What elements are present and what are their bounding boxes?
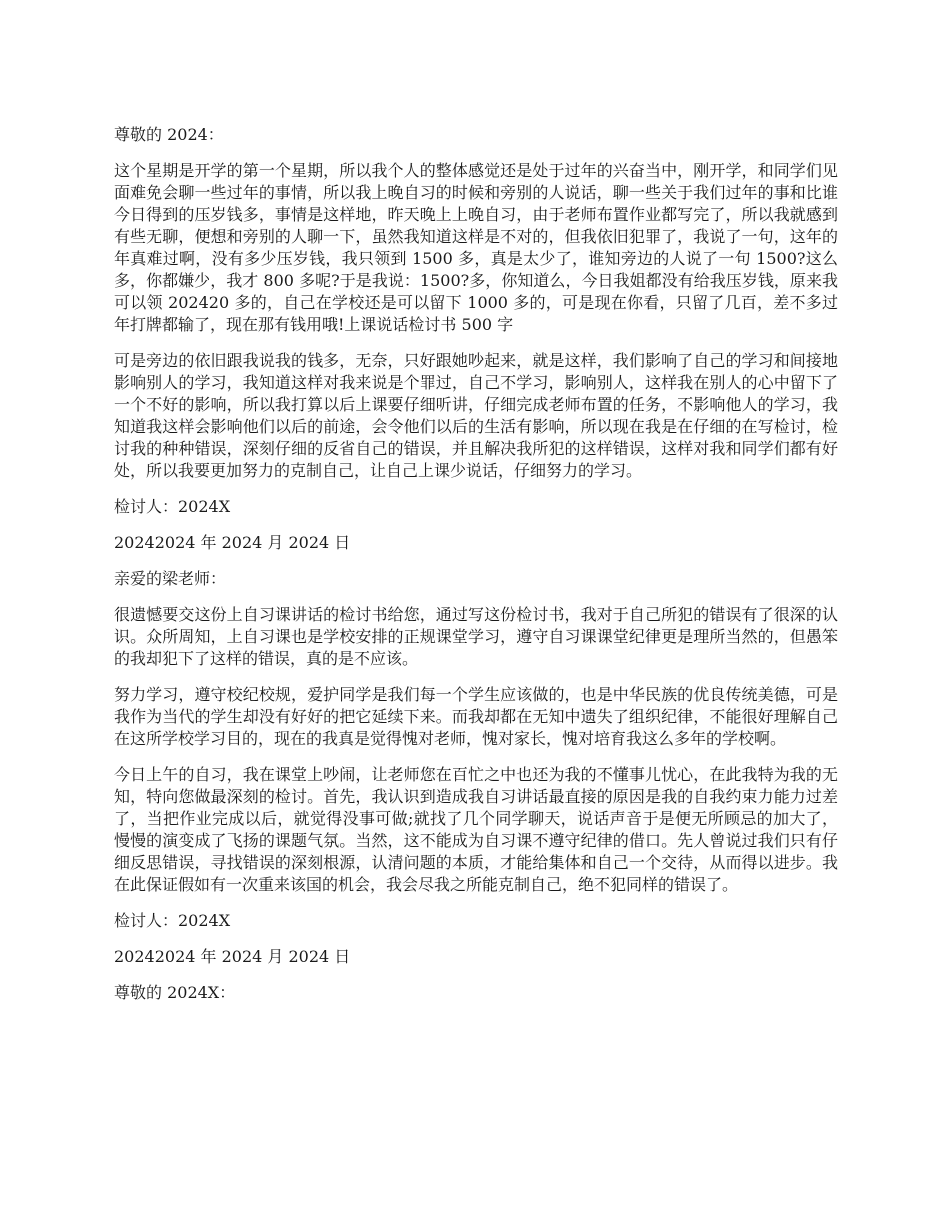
signature-line: 检讨人：2024X [114,497,231,516]
body-paragraph: 可是旁边的依旧跟我说我的钱多，无奈，只好跟她吵起来，就是这样，我们影响了自己的学习和间接地影响别人的学习，我知道这样对我来说是个罪过，自己不学习，影响别人，这样我在别人的心中留下了一个不好的影响，所以我打算以后上课要仔细听讲，仔细完成老师布置的任务，不影响他人的学习，我知道我这样会影响他们以后的前途，会令他们以后的生活有影响，所以现在我是在仔细的在写检讨，检讨我的种种错误，深刻仔细的反省自己的错误，并且解决我所犯的这样错误，这样对我和同学们都有好处，所以我要更加努力的克制自己，让自己上课少说话，仔细努力的学习。 [114,351,838,480]
salutation: 亲爱的梁老师： [114,569,227,588]
signature-line: 检讨人：2024X [114,911,231,930]
salutation: 尊敬的 2024： [114,125,224,144]
body-paragraph: 努力学习，遵守校纪校规，爱护同学是我们每一个学生应该做的，也是中华民族的优良传统美德，可是我作为当代的学生却没有好好的把它延续下来。而我却都在无知中遗失了组织纪律，不能很好理解自己在这所学校学习目的，现在的我真是觉得愧对老师，愧对家长，愧对培育我这么多年的学校啊。 [114,685,838,748]
body-paragraph: 这个星期是开学的第一个星期，所以我个人的整体感觉还是处于过年的兴奋当中，刚开学，和同学们见面难免会聊一些过年的事情，所以我上晚自习的时候和旁别的人说话，聊一些关于我们过年的事和比谁今日得到的压岁钱多，事情是这样地，昨天晚上上晚自习，由于老师布置作业都写完了，所以我就感到有些无聊，便想和旁别的人聊一下，虽然我知道这样是不对的，但我依旧犯罪了，我说了一句，这年的年真难过啊，没有多少压岁钱，我只领到 1500 多，真是太少了，谁知旁边的人说了一句 1500?这么多，你都嫌少，我才 800 多呢?于是我说：1500?多，你知道么，今日我姐都没有给我压岁钱，原来我可以领 202420 多的，自己在学校还是可以留下 1000 多的，可是现在你看，只留了几百，差不多过年打牌都输了，现在那有钱用哦!上课说话检讨书 500 字 [114,161,838,334]
body-paragraph: 很遗憾要交这份上自习课讲话的检讨书给您，通过写这份检讨书，我对于自己所犯的错误有了很深的认识。众所周知，上自习课也是学校安排的正规课堂学习，遵守自习课课堂纪律更是理所当然的，但愚笨的我却犯下了这样的错误，真的是不应该。 [114,605,838,668]
date-line: 20242024 年 2024 月 2024 日 [114,947,351,966]
body-paragraph: 今日上午的自习，我在课堂上吵闹，让老师您在百忙之中也还为我的不懂事儿忧心，在此我特为我的无知，特向您做最深刻的检讨。首先，我认识到造成我自习讲话最直接的原因是我的自我约束力能力过差了，当把作业完成以后，就觉得没事可做;就找了几个同学聊天，说话声音于是便无所顾忌的加大了，慢慢的演变成了飞扬的课题气氛。当然，这不能成为自习课不遵守纪律的借口。先人曾说过我们只有仔细反思错误，寻找错误的深刻根源，认清问题的本质，才能给集体和自己一个交待，从而得以进步。我在此保证假如有一次重来该国的机会，我会尽我之所能克制自己，绝不犯同样的错误了。 [114,765,838,894]
salutation: 尊敬的 2024X： [114,983,236,1002]
date-line: 20242024 年 2024 月 2024 日 [114,533,351,552]
